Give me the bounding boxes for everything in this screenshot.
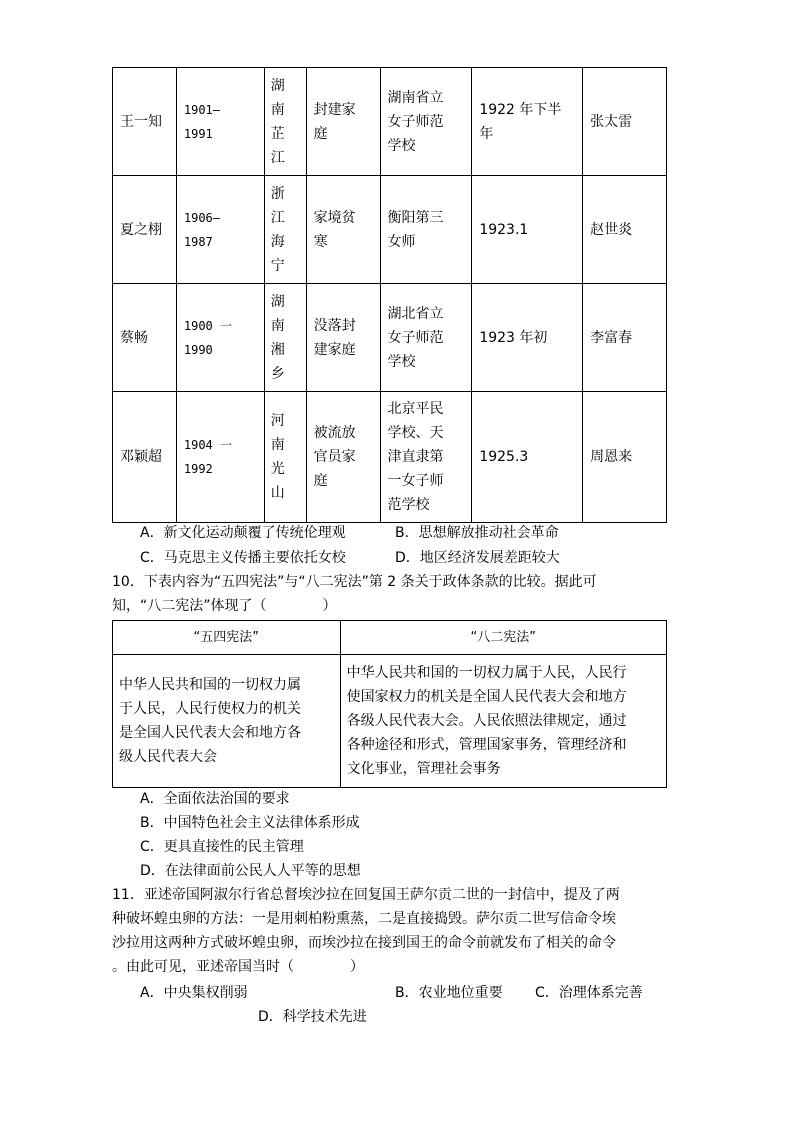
birthplace <box>264 392 306 523</box>
join-date-line: 1922 年下半 <box>479 101 562 118</box>
join-date <box>472 284 583 392</box>
text-82-line: 中华人民共和国的一切权力属于人民，人民行 <box>346 665 627 681</box>
school-line: 女子师范 <box>387 113 444 130</box>
person-name-line: 邓颖超 <box>120 449 162 465</box>
school-line: 女师 <box>387 233 416 250</box>
q10-option-d[interactable]: D．在法律面前公民人人平等的思想 <box>140 863 361 879</box>
birthplace-line: 浙 <box>270 185 285 202</box>
life-years <box>176 68 264 176</box>
person-name-line: 王一知 <box>120 113 162 130</box>
school-line: 学校 <box>387 137 416 154</box>
q9-option-c[interactable]: C．马克思主义传播主要依托女校 <box>140 550 346 566</box>
family-background <box>306 68 380 176</box>
introducer-line: 周恩来 <box>590 449 633 465</box>
join-date-line: 1925.3 <box>479 449 529 465</box>
life-years-line: 1987 <box>183 234 213 249</box>
school <box>380 176 472 284</box>
q11-stem-line3: 沙拉用这两种方式破坏蝗虫卵，而埃沙拉在接到国王的命令前就发布了相关的命令 <box>112 935 616 951</box>
q9-option-b[interactable]: B．思想解放推动社会革命 <box>395 525 559 541</box>
q10-option-b[interactable]: B．中国特色社会主义法律体系形成 <box>140 815 360 831</box>
q11-option-a[interactable]: A．中央集权削弱 <box>140 985 248 1001</box>
join-date <box>472 176 583 284</box>
birthplace-line: 湘 <box>270 341 285 358</box>
text-82-line: 各级人民代表大会。人民依照法律规定，通过 <box>346 713 627 729</box>
school <box>380 68 472 176</box>
family-background-line: 官员家 <box>313 449 356 465</box>
school-line: 一女子师 <box>387 473 444 489</box>
introducer <box>583 392 667 523</box>
join-date-line: 1923.1 <box>479 221 529 238</box>
person-name <box>113 68 177 176</box>
q11-stem-line2: 种破坏蝗虫卵的方法：一是用刺柏粉熏蒸，二是直接捣毁。萨尔贡二世写信命令埃 <box>112 911 616 927</box>
school-line: 范学校 <box>387 497 430 513</box>
school-line: 湖南省立 <box>387 89 444 106</box>
birthplace-line: 江 <box>270 149 285 166</box>
col-header-82: “八二宪法” <box>340 621 666 655</box>
life-years-line: 1992 <box>183 462 213 476</box>
school-line: 北京平民 <box>387 401 444 417</box>
family-background-line: 封建家 <box>313 101 356 118</box>
school-line: 湖北省立 <box>387 305 444 322</box>
birthplace-line: 湖 <box>270 77 285 94</box>
introducer-line: 李富春 <box>590 329 633 346</box>
life-years <box>176 284 264 392</box>
text-54-line: 级人民代表大会 <box>119 749 217 765</box>
life-years <box>176 176 264 284</box>
birthplace-line: 山 <box>270 485 285 501</box>
text-54 <box>113 655 341 788</box>
family-background-line: 庭 <box>313 125 328 142</box>
school <box>380 392 472 523</box>
q9-option-a[interactable]: A．新文化运动颠覆了传统伦理观 <box>140 525 346 541</box>
birthplace-line: 南 <box>270 101 285 118</box>
life-years-line: 1901— <box>183 102 220 117</box>
life-years-line: 1991 <box>183 126 213 141</box>
q11-stem-line1: 11．亚述帝国阿淑尔行省总督埃沙拉在回复国王萨尔贡二世的一封信中，提及了两 <box>112 887 620 903</box>
introducer-line: 张太雷 <box>590 113 633 130</box>
introducer <box>583 68 667 176</box>
col-header-54: “五四宪法” <box>113 621 341 655</box>
family-background-line: 被流放 <box>313 425 356 441</box>
birthplace-line: 宁 <box>270 257 285 274</box>
join-date <box>472 392 583 523</box>
q10-stem-line1: 10．下表内容为“五四宪法”与“八二宪法”第 2 条关于政体条款的比较。据此可 <box>112 574 597 590</box>
q11-option-d[interactable]: D．科学技术先进 <box>258 1009 367 1025</box>
introducer-line: 赵世炎 <box>590 221 633 238</box>
q10-stem-line2: 知，“八二宪法”体现了（ ） <box>112 598 337 614</box>
birthplace-line: 江 <box>270 209 285 226</box>
person-name <box>113 284 177 392</box>
family-background <box>306 284 380 392</box>
birthplace-line: 湖 <box>270 293 285 310</box>
life-years-line: 1990 <box>183 342 213 357</box>
school-line: 衡阳第三 <box>387 209 444 226</box>
school <box>380 284 472 392</box>
birthplace-line: 南 <box>270 437 285 453</box>
constitution-comparison-table <box>112 620 667 788</box>
school-line: 津直隶第 <box>387 449 444 465</box>
school-line: 女子师范 <box>387 329 444 346</box>
person-name-line: 夏之栩 <box>120 221 162 238</box>
text-82-line: 使国家权力的机关是全国人民代表大会和地方 <box>346 689 627 705</box>
biography-row <box>113 392 667 523</box>
q10-option-c[interactable]: C．更具直接性的民主管理 <box>140 839 304 855</box>
biography-row <box>113 68 667 176</box>
birthplace <box>264 68 306 176</box>
person-name-line: 蔡畅 <box>120 329 148 346</box>
birthplace-line: 河 <box>270 413 285 429</box>
life-years-line: 1900 一 <box>183 318 232 333</box>
introducer <box>583 176 667 284</box>
family-background-line: 庭 <box>313 473 328 489</box>
text-54-line: 于人民，人民行使权力的机关 <box>119 701 301 717</box>
text-82-line: 各种途径和形式，管理国家事务，管理经济和 <box>346 737 627 753</box>
birthplace-line: 乡 <box>270 365 285 382</box>
biography-row <box>113 284 667 392</box>
q11-option-b[interactable]: B．农业地位重要 <box>395 985 503 1001</box>
biography-row <box>113 176 667 284</box>
join-date-line: 1923 年初 <box>479 329 548 346</box>
text-54-line: 中华人民共和国的一切权力属 <box>119 677 301 693</box>
family-background-line: 寒 <box>313 233 328 250</box>
family-background-line: 没落封 <box>313 317 356 334</box>
q9-option-d[interactable]: D．地区经济发展差距较大 <box>395 550 560 566</box>
q10-option-a[interactable]: A．全面依法治国的要求 <box>140 791 290 807</box>
family-background-line: 建家庭 <box>313 341 356 358</box>
join-date-line: 年 <box>479 125 494 142</box>
family-background-line: 家境贫 <box>313 209 356 226</box>
person-name <box>113 392 177 523</box>
birthplace <box>264 176 306 284</box>
school-line: 学校 <box>387 353 416 370</box>
person-name <box>113 176 177 284</box>
birthplace-line: 光 <box>270 461 285 477</box>
q11-option-c[interactable]: C．治理体系完善 <box>535 985 643 1001</box>
birthplace <box>264 284 306 392</box>
family-background <box>306 176 380 284</box>
life-years-line: 1904 一 <box>183 438 232 452</box>
q11-stem-line4: 。由此可见，亚述帝国当时（ ） <box>112 959 364 975</box>
join-date <box>472 68 583 176</box>
introducer <box>583 284 667 392</box>
life-years-line: 1906— <box>183 210 220 225</box>
text-82 <box>340 655 666 788</box>
school-line: 学校、天 <box>387 425 444 441</box>
biography-table <box>112 67 667 523</box>
text-54-line: 是全国人民代表大会和地方各 <box>119 725 301 741</box>
birthplace-line: 南 <box>270 317 285 334</box>
birthplace-line: 海 <box>270 233 285 250</box>
family-background <box>306 392 380 523</box>
life-years <box>176 392 264 523</box>
birthplace-line: 芷 <box>270 125 285 142</box>
text-82-line: 文化事业，管理社会事务 <box>346 761 501 777</box>
